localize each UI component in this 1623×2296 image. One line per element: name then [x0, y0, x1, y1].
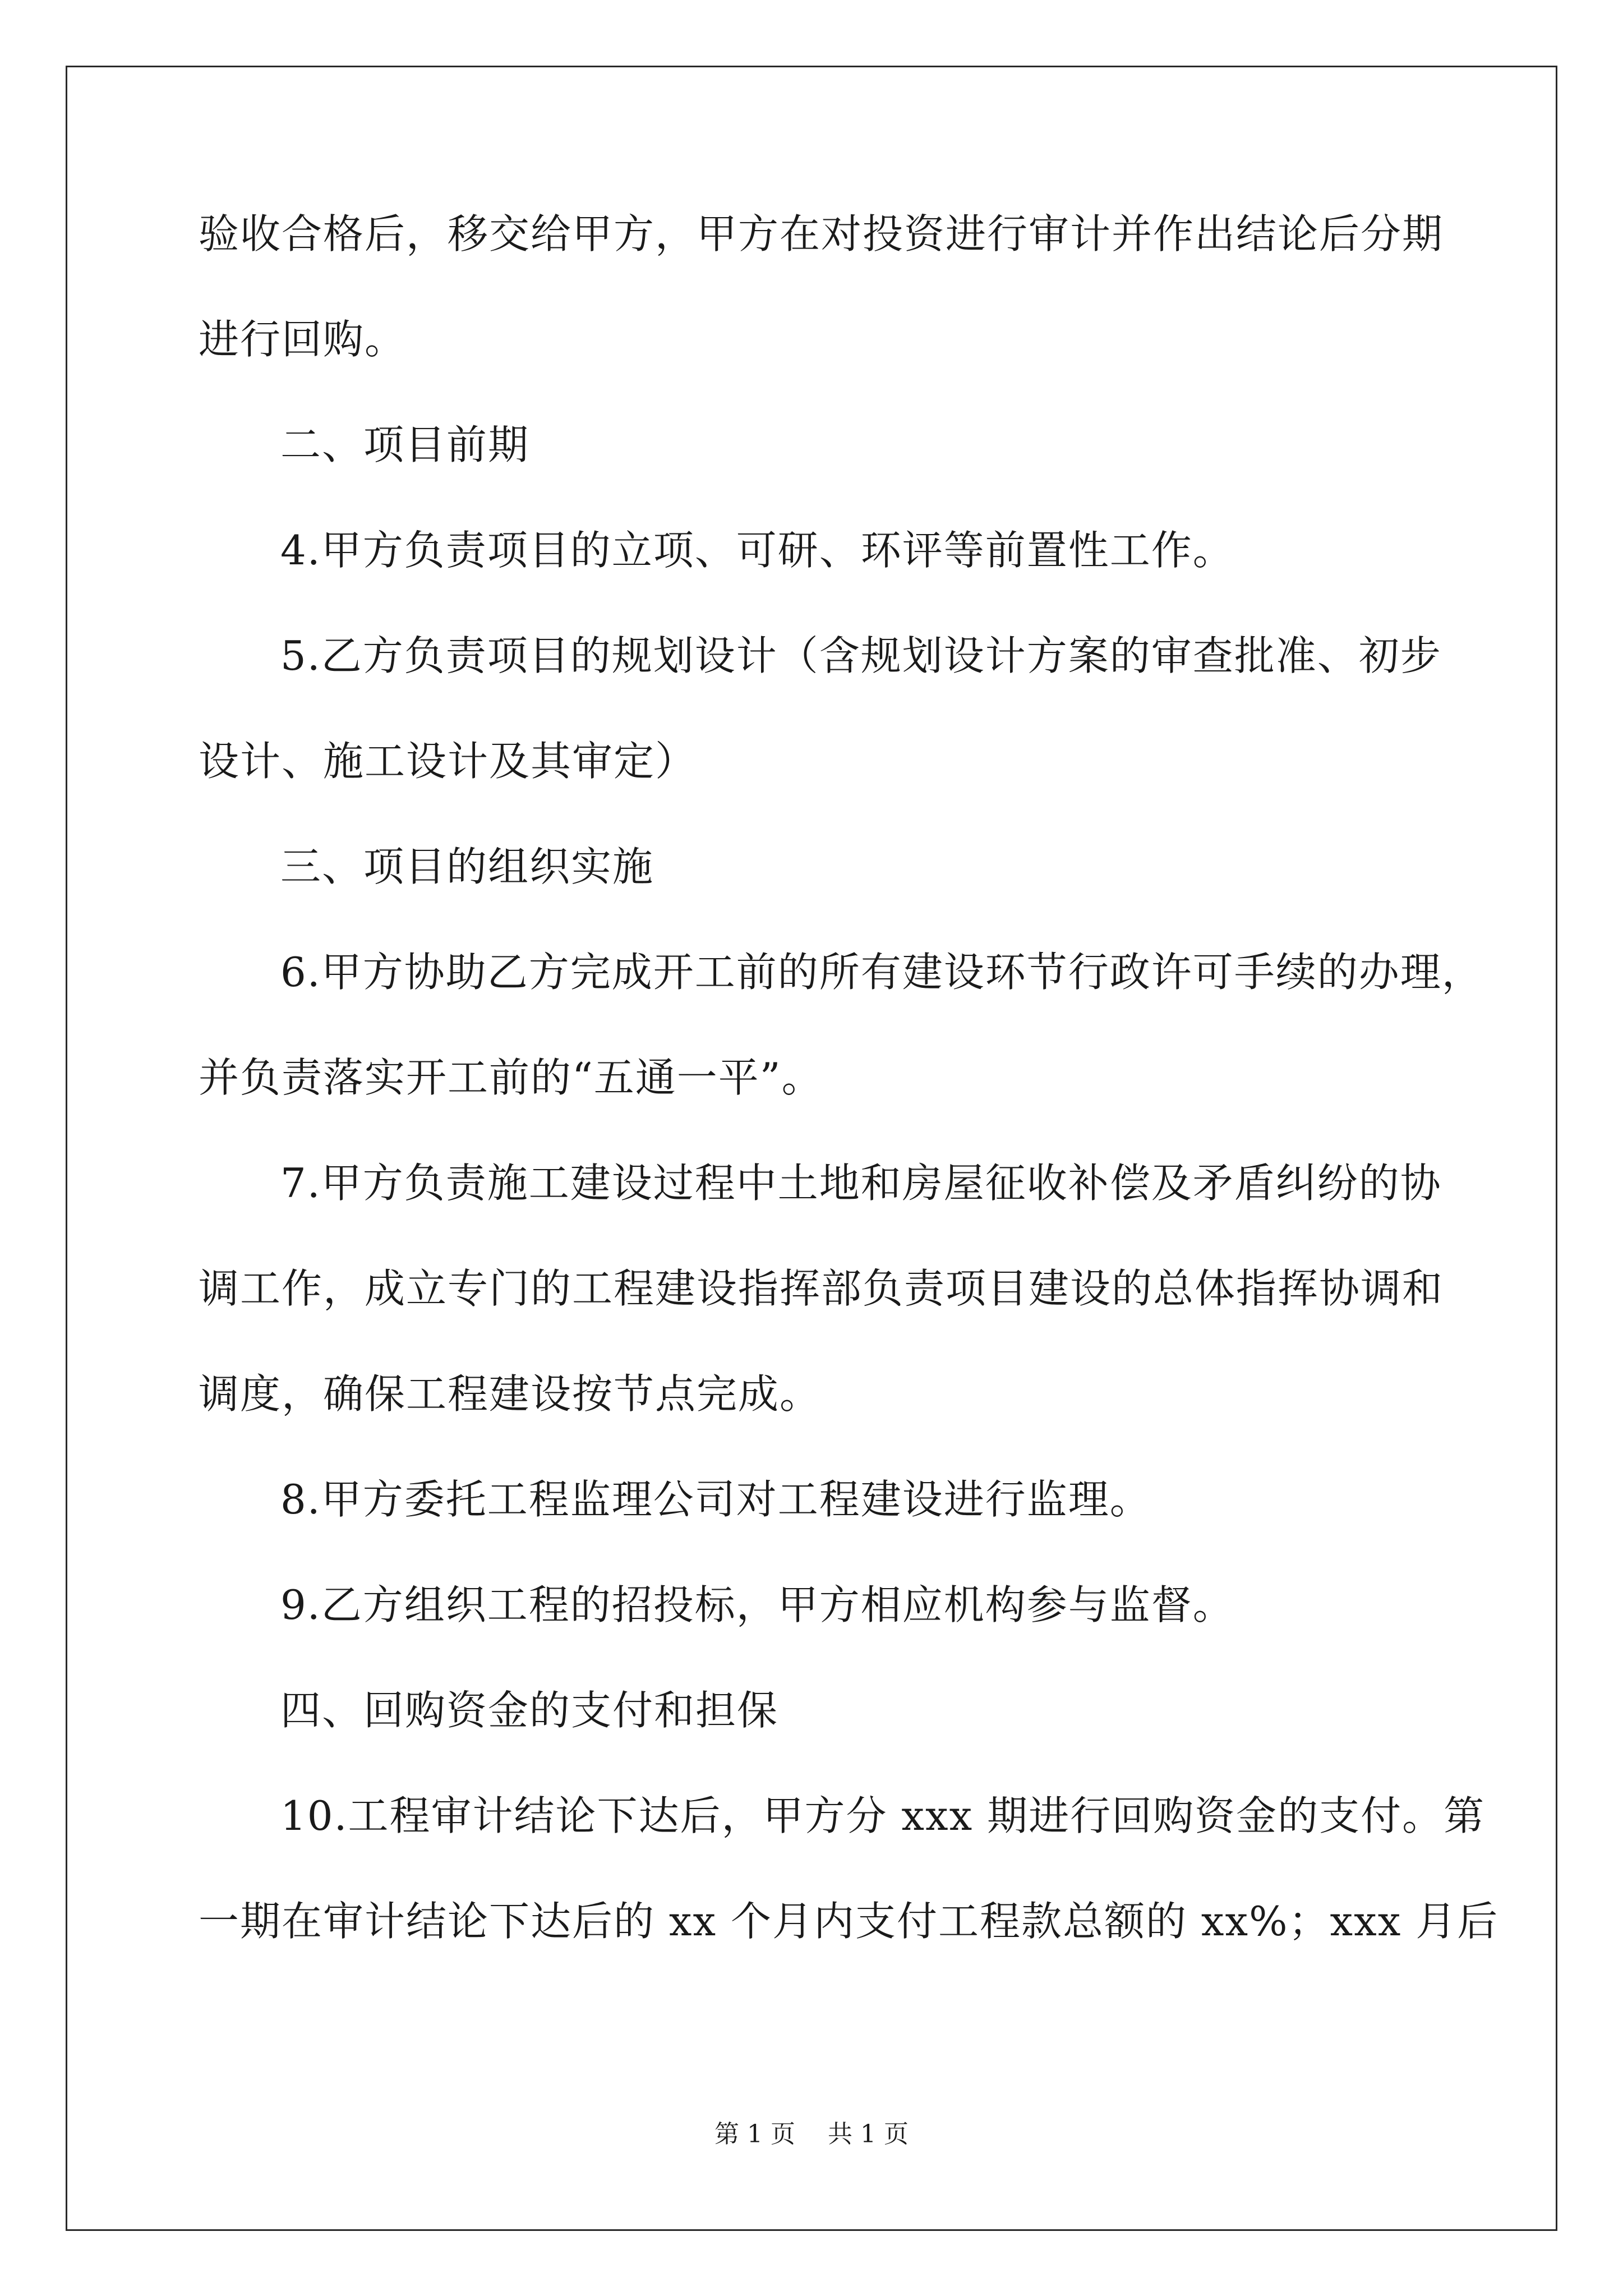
section-heading: 三、项目的组织实施 [280, 843, 654, 890]
text-line: 验收合格后，移交给甲方，甲方在对投资进行审计并作出结论后分期 [199, 210, 1444, 257]
text-line: 5.乙方负责项目的规划设计（含规划设计方案的审查批准、初步 [280, 632, 1442, 679]
page-number-footer: 第 1 页 共 1 页 [714, 2120, 909, 2148]
text-line: 调度，确保工程建设按节点完成。 [199, 1370, 822, 1418]
section-heading: 二、项目前期 [280, 421, 530, 468]
text-line: 4.甲方负责项目的立项、可研、环评等前置性工作。 [280, 527, 1234, 574]
text-line: 一期在审计结论下达后的 xx 个月内支付工程款总额的 xx%；xxx 月后 [199, 1898, 1499, 1945]
document-body [199, 208, 1499, 2000]
text-line: 调工作，成立专门的工程建设指挥部负责项目建设的总体指挥协调和 [199, 1265, 1444, 1312]
text-line: 10.工程审计结论下达后，甲方分 xxx 期进行回购资金的支付。第 [280, 1792, 1486, 1839]
text-line: 7.甲方负责施工建设过程中土地和房屋征收补偿及矛盾纠纷的协 [280, 1159, 1442, 1207]
section-heading: 四、回购资金的支付和担保 [280, 1687, 779, 1734]
text-line: 6.甲方协助乙方完成开工前的所有建设环节行政许可手续的办理， [280, 949, 1483, 996]
text-line: 8.甲方委托工程监理公司对工程建设进行监理。 [280, 1476, 1151, 1523]
text-line: 9.乙方组织工程的招投标，甲方相应机构参与监督。 [280, 1581, 1234, 1628]
text-line: 设计、施工设计及其审定） [199, 738, 697, 785]
text-line: 并负责落实开工前的“五通一平”。 [199, 1054, 823, 1101]
text-line: 进行回购。 [199, 316, 407, 363]
